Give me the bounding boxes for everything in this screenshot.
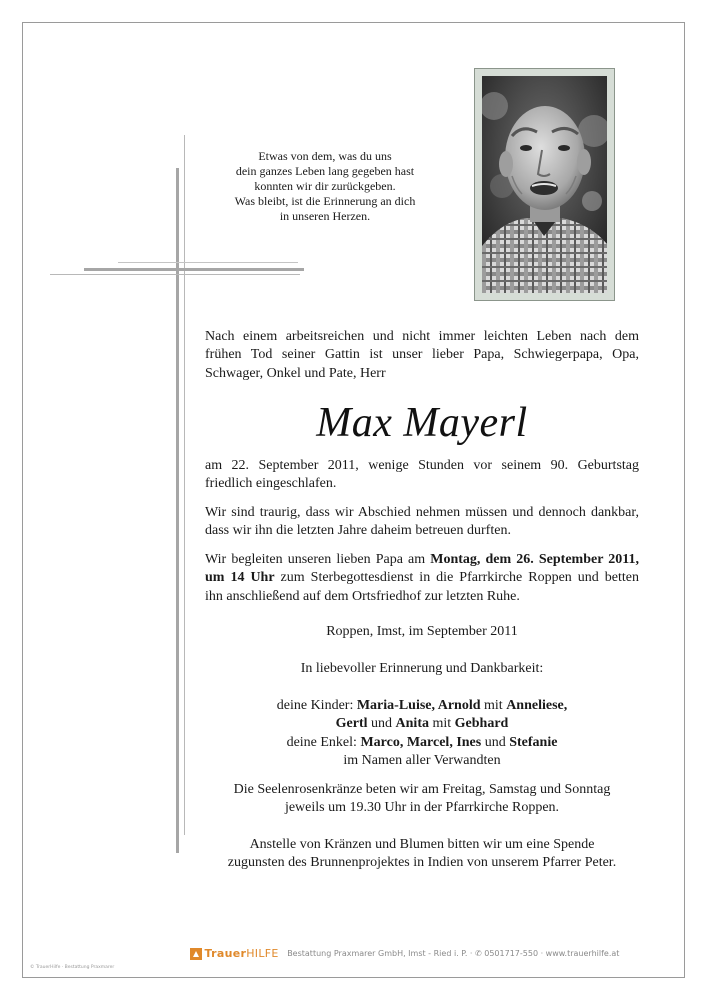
cross-horizontal-bar — [84, 268, 304, 271]
cross-vertical-thin — [184, 135, 185, 835]
cross-horizontal-upper — [118, 262, 298, 263]
funeral-text: zum Sterbegottesdienst in die Pfarrkirche Roppen und betten — [274, 570, 639, 586]
poem-line: Etwas von dem, was du uns — [258, 149, 392, 163]
rosary-paragraph — [200, 781, 644, 818]
portrait-photo — [482, 76, 607, 293]
death-line: friedlich eingeschlafen. — [205, 476, 337, 492]
sadness-paragraph — [205, 504, 639, 541]
relatives-line: im Namen aller Verwandten — [343, 752, 501, 768]
poem — [212, 149, 438, 224]
death-line: am 22. September 2011, wenige Stunden vor seinem 90. Geburtstag — [205, 458, 639, 473]
funeral-time: um 14 Uhr — [205, 570, 275, 586]
intro-line: Nach einem arbeitsreichen und nicht immer leichten Leben nach dem — [205, 329, 639, 344]
deceased-name: Max Mayerl — [316, 400, 528, 446]
footer-text: Bestattung Praxmarer GmbH, Imst - Ried i. P. · ✆ 0501717-550 · www.trauerhilfe.at — [287, 949, 620, 958]
small-print: © TrauerHilfe · Bestattung Praxmarer — [30, 965, 115, 970]
children-line: Gertl und Anita mit Gebhard — [335, 716, 509, 732]
rosary-line: Die Seelenrosenkränze beten wir am Freitag, Samstag und Sonntag — [233, 782, 611, 797]
place-date: Roppen, Imst, im September 2011 — [326, 624, 518, 639]
donation-line: Anstelle von Kränzen und Blumen bitten wir um eine Spende — [249, 837, 595, 852]
portrait-frame — [474, 68, 615, 301]
footer — [190, 946, 620, 962]
poem-line: dein ganzes Leben lang gegeben hast — [235, 164, 415, 178]
children-line: deine Kinder: Maria-Luise, Arnold mit Anneliese, — [276, 698, 568, 713]
funeral-line — [205, 569, 639, 587]
donation-line: zugunsten des Brunnenprojektes in Indien von unserem Pfarrer Peter. — [227, 855, 617, 871]
poem-line: Was bleibt, ist die Erinnerung an dich — [234, 194, 416, 208]
death-paragraph — [205, 457, 639, 494]
poem-line: in unseren Herzen. — [279, 209, 371, 223]
funeral-line: ihn anschließend auf dem Ortsfriedhof zur letzten Ruhe. — [205, 588, 520, 604]
intro-line: Schwager, Onkel und Pate, Herr — [205, 365, 386, 381]
cross-horizontal-thin — [50, 274, 300, 275]
intro-paragraph — [205, 328, 639, 383]
grandchildren-line: deine Enkel: Marco, Marcel, Ines und Stefanie — [286, 734, 558, 750]
poem-line: konnten wir dir zurückgeben. — [254, 179, 396, 193]
sadness-line: dass wir ihn die letzten Jahre daheim betreuen durften. — [205, 523, 511, 539]
funeral-text: Wir begleiten unseren lieben Papa am — [205, 552, 431, 567]
brand-logo: TrauerHILFE — [204, 947, 279, 960]
donation-paragraph — [200, 836, 644, 873]
funeral-paragraph — [205, 551, 639, 606]
family-list — [200, 697, 644, 770]
funeral-line — [205, 551, 639, 569]
rosary-line: jeweils um 19.30 Uhr in der Pfarrkirche Roppen. — [284, 800, 560, 816]
sadness-line: Wir sind traurig, dass wir Abschied nehmen müssen und dennoch dankbar, — [205, 505, 639, 520]
funeral-date: Montag, dem 26. September 2011, — [430, 552, 640, 567]
trauerhilfe-logo-icon — [190, 948, 202, 960]
remembrance-line: In liebevoller Erinnerung und Dankbarkeit: — [300, 661, 544, 676]
intro-line: frühen Tod seiner Gattin ist unser lieber Papa, Schwiegerpapa, Opa, — [205, 347, 639, 363]
